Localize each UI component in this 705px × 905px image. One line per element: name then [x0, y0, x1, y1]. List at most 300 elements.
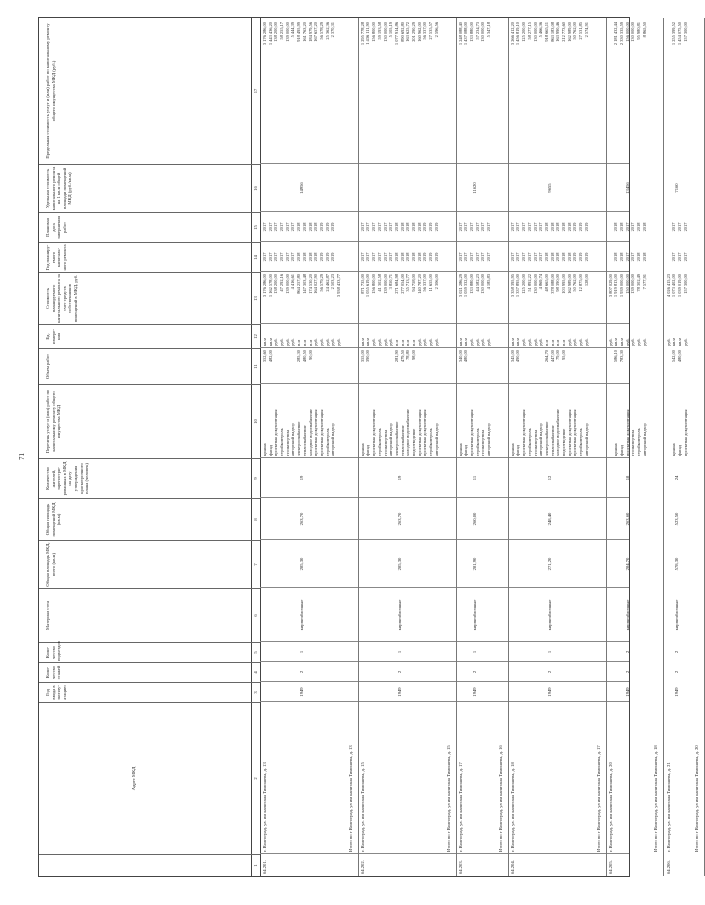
year-plan-item: 2017 [682, 252, 688, 262]
unit-item: кв.м [365, 337, 371, 346]
year-fact-item: 2019 [422, 222, 428, 232]
column-number: 10 [251, 384, 260, 458]
year-fact-item: 2017 [267, 222, 273, 232]
cost-item: 3 807 029,00 [607, 274, 613, 298]
unit-cost-cell: 9655 [546, 183, 552, 193]
unit-item: руб. [313, 338, 319, 346]
year-cell: 1949 [471, 687, 477, 697]
cost-item: 139 000,00 [630, 274, 636, 294]
entrances-cell: 1 [298, 650, 304, 654]
year-plan-item: 2017 [388, 252, 394, 262]
year-fact-item-list [666, 212, 689, 242]
volume-item: 281,90 [393, 350, 399, 363]
total-area-cell: 578,30 [673, 557, 679, 571]
service-item: проектная документация [416, 409, 422, 456]
cost-item: 56 337,00 [422, 274, 428, 292]
total-area-cell: 285,30 [396, 557, 402, 571]
header-services: Перечень услуг и (или) работ по капитальному ремонту общего имущества МКД [39, 384, 251, 458]
year-plan-item: 2017 [365, 252, 371, 262]
cost-item: 94 758,00 [410, 274, 416, 292]
cost-item: 378 088,00 [549, 274, 555, 294]
max-cost-item: 139 000,00 [284, 22, 290, 42]
cost-item: 864 257,80 [296, 274, 302, 294]
cost-item: 44 582,23 [474, 274, 480, 292]
service-item: авторский надзор [641, 423, 647, 456]
residents-cell: 18 [624, 475, 630, 481]
cost-item: 7 577,91 [641, 274, 647, 290]
wall-material-cell: кирпичблочные [471, 599, 477, 631]
year-fact-item: 2018 [641, 222, 647, 232]
unit-item: руб. [607, 338, 613, 346]
year-plan-item: 2017 [382, 252, 388, 262]
address-cell: г. Волгоград, ул. им капитана Тимошева, д. 13 [262, 762, 267, 852]
service-item-list [262, 384, 342, 456]
unit-item: руб. [318, 338, 324, 346]
service-item: геоэкспертиза [284, 429, 290, 456]
service-item: крыша [613, 443, 619, 456]
year-plan-item: 2017 [624, 252, 630, 262]
header-unit-cost: Удельная стоимость капитального ремонта на 1 кв.м общей площади помещений МКД (руб./кв.м) [39, 164, 251, 212]
year-fact-item: 2018 [416, 222, 422, 232]
repair-plan-table [38, 17, 700, 877]
year-plan-item: 2019 [433, 252, 439, 262]
unit-item: кв.м [262, 337, 267, 346]
header-entrances: Коли-чество подъездов [39, 642, 251, 662]
year-plan-item: 2017 [532, 252, 538, 262]
unit-item-list [360, 324, 440, 346]
max-cost-item: 156 800,00 [371, 22, 377, 42]
year-plan-item: 2017 [262, 252, 267, 262]
year-plan-item: 2018 [399, 252, 405, 262]
cost-item: 139 000,00 [382, 274, 388, 294]
unit-item: руб. [641, 338, 647, 346]
year-fact-item: 2017 [486, 222, 492, 232]
max-cost-item: 2 574,91 [583, 22, 589, 38]
unit-item: п.м [307, 339, 313, 346]
unit-item: руб. [521, 338, 527, 346]
header-wall-material: Материал стен [39, 588, 251, 642]
service-item: стройконтроль [324, 428, 330, 456]
row-number: 64.202. [359, 860, 365, 874]
service-item: проектная документация [468, 409, 474, 456]
entrances-cell: 1 [471, 650, 477, 654]
year-plan-item-list [262, 242, 342, 272]
year-cell: 1949 [673, 687, 679, 697]
column-number: 3 [251, 682, 260, 702]
year-fact-item: 2018 [313, 222, 319, 232]
entrances-cell: 2 [624, 650, 630, 654]
service-item: стройконтроль [474, 428, 480, 456]
max-cost-item: 201 290,29 [410, 22, 416, 42]
row-number: 64.205. [607, 860, 613, 874]
max-cost-item: 3 176 286,00 [262, 22, 267, 46]
max-cost-item: 56 578,29 [318, 22, 324, 40]
year-fact-item: 2017 [376, 222, 382, 232]
year-plan-item: 2017 [671, 252, 677, 262]
service-item: электроснабжение [543, 421, 549, 456]
volume-item: 390,00 [365, 350, 371, 363]
unit-item: руб. [526, 338, 532, 346]
cost-item: 156 800,00 [371, 274, 377, 294]
year-fact-item: 2017 [474, 222, 480, 232]
year-plan-item: 2017 [359, 252, 365, 262]
year-fact-item: 2018 [405, 222, 411, 232]
year-plan-item: 2017 [676, 252, 682, 262]
unit-item-list [510, 324, 590, 346]
service-item: холодное водоснабжение [405, 409, 411, 456]
year-fact-item: 2017 [365, 222, 371, 232]
cost-item: 1 055 619,00 [365, 274, 371, 298]
service-item: проектная документация [371, 409, 377, 456]
unit-item: п.м [301, 339, 307, 346]
max-cost-item: 167 657,20 [313, 22, 319, 42]
cost-item: 1 059 332,00 [463, 274, 469, 298]
residents-cell: 12 [546, 475, 552, 481]
cost-item: 1 939 000,00 [618, 274, 624, 298]
service-item: фасад [676, 445, 682, 456]
service-item: фасад [365, 445, 371, 456]
unit-cost-cell: 7160 [673, 183, 679, 193]
unit-item-list [458, 324, 492, 346]
cost-item: 128,00 [583, 274, 589, 287]
unit-item: руб. [330, 338, 336, 346]
year-fact-item: 2019 [324, 222, 330, 232]
cost-item: 4 026 415,23 [665, 274, 671, 298]
column-number: 12 [251, 324, 260, 348]
year-plan-item [336, 242, 342, 272]
service-item: проектная документация [422, 409, 428, 456]
max-cost-item-list [262, 22, 342, 162]
volume-item-list [262, 350, 342, 384]
unit-cost-cell: 14956 [298, 182, 304, 194]
cost-item: 3 021 286,29 [457, 274, 463, 298]
service-item: крыша [671, 443, 677, 456]
max-cost-item: 163 625,72 [405, 22, 411, 42]
living-area-cell: 263,70 [298, 512, 304, 526]
volume-item: 264,70 [543, 350, 549, 363]
cost-item-list [608, 274, 648, 324]
cost-item: 1 039 019,00 [676, 274, 682, 298]
max-cost-item: 1 443 436,20 [267, 22, 273, 46]
max-cost-item [336, 22, 342, 162]
year-fact-item [336, 212, 342, 242]
unit-item: кв.м [676, 337, 682, 346]
year-plan-item: 2017 [284, 252, 290, 262]
max-cost-item: 2 181 432,44 [613, 22, 619, 46]
year-plan-item: 2017 [526, 252, 532, 262]
total-line: Итого по г Волгоград, ул им капитана Тимошева, д. 17 [595, 745, 601, 852]
cost-item: 277 054,00 [399, 274, 405, 294]
year-plan-item: 2019 [572, 252, 578, 262]
max-cost-item: 5 105,19 [388, 22, 394, 38]
page-number: 71 [18, 453, 26, 460]
year-plan-item: 2018 [307, 252, 313, 262]
max-cost-item: 8 865,50 [641, 22, 647, 38]
max-cost-item: 3 266 412,20 [509, 22, 515, 46]
header-unit: Ед. измере-ния [39, 324, 251, 348]
service-item: стройконтроль [636, 428, 642, 456]
max-cost-item: 95 980,81 [636, 22, 642, 40]
max-cost-item-list [510, 22, 590, 162]
year-fact-item-list [608, 212, 648, 242]
volume-item-list [360, 350, 440, 384]
unit-item: кв.м [613, 337, 619, 346]
max-cost-item: 890 692,80 [399, 22, 405, 42]
unit-item: руб. [538, 338, 544, 346]
total-line: Итого по г Волгоград, ул им капитана Тимошева, д. 18 [653, 745, 659, 852]
max-cost-item: 138 200,00 [273, 22, 279, 42]
year-fact-item: 2017 [273, 222, 279, 232]
year-fact-item: 2019 [428, 222, 434, 232]
year-fact-item: 2017 [359, 222, 365, 232]
year-plan-item: 2017 [463, 252, 469, 262]
entrances-cell: 2 [673, 650, 679, 654]
header-volume: Объем работ [39, 348, 251, 384]
year-fact-item: 2019 [578, 222, 584, 232]
year-fact-item: 2017 [457, 222, 463, 232]
unit-item-list [608, 324, 648, 346]
year-plan-item: 2019 [422, 252, 428, 262]
max-cost-item: 50 762,00 [572, 22, 578, 40]
volume-item [683, 350, 689, 384]
volume-item: 90,00 [307, 350, 313, 360]
max-cost-item: 57 234,73 [474, 22, 480, 40]
year-plan-item: 2018 [543, 252, 549, 262]
cost-item: 50 762,00 [572, 274, 578, 292]
header-year-plan: Год планиру-емого капиталь-ного ремонта [39, 242, 251, 272]
service-item: крыша [359, 443, 365, 456]
year-fact-item: 2018 [618, 222, 624, 232]
service-item: стройконтроль [279, 428, 285, 456]
year-fact-item: 2017 [371, 222, 377, 232]
year-fact-item: 2017 [682, 222, 688, 232]
header-year: Год ввода в эксплу-атацию [39, 682, 251, 702]
total-area-cell: 285,30 [298, 557, 304, 571]
max-cost-item: 130 000,00 [480, 22, 486, 42]
service-item: крыша [457, 443, 463, 456]
service-item: проектная документация [318, 409, 324, 456]
column-number: 11 [251, 348, 260, 384]
cost-item: 3 176 286,00 [262, 274, 267, 298]
year-plan-item-list [458, 242, 492, 272]
cost-item: 1 073 402,00 [671, 274, 677, 298]
address-cell: г. Волгоград, ул. им капитана Тимошева, д. 17 [457, 762, 463, 852]
year-plan-item-list [510, 242, 590, 272]
year-fact-item: 2018 [560, 222, 566, 232]
year-plan-item: 2018 [641, 252, 647, 262]
cost-item: 138 200,00 [273, 274, 279, 294]
cost-item-list [458, 274, 492, 324]
wall-material-cell: кирпичблочные [624, 599, 630, 631]
volume-item-list [608, 350, 648, 384]
volume-item-list [510, 350, 590, 384]
year-fact-item: 2017 [624, 222, 630, 232]
volume-item: 95,00 [560, 350, 566, 360]
unit-item: п.м [560, 339, 566, 346]
year-fact-item: 2018 [393, 222, 399, 232]
column-number: 9 [251, 458, 260, 498]
max-cost-item: 1 456 819,10 [515, 22, 521, 46]
cost-item: 147 303,48 [301, 274, 307, 294]
volume-item [584, 350, 590, 384]
cost-item: 48 665,00 [543, 274, 549, 292]
header-max-cost: Предельная стоимость услуг и (или) работ по капитальному ремонту общего имущества МКД (руб.) [45, 23, 56, 159]
year-fact-item: 2017 [509, 222, 515, 232]
service-item: водоотведение [410, 428, 416, 456]
header-living-area: Общая площадь помещений МКД (кв.м) [39, 498, 251, 540]
service-item-list [360, 384, 440, 456]
year-fact-item: 2018 [399, 222, 405, 232]
unit-item: кв.м [267, 337, 273, 346]
total-line: Итого по г Волгоград, ул им капитана Тимошева, д. 16 [497, 745, 503, 852]
year-fact-item: 2018 [549, 222, 555, 232]
cost-item: 2 306,00 [433, 274, 439, 290]
year-fact-item-list [262, 212, 342, 242]
year-fact-item: 2017 [515, 222, 521, 232]
cost-item: 3 938 433,77 [335, 274, 341, 298]
cost-item: 35 713,77 [405, 274, 411, 292]
max-cost-item-list [666, 22, 689, 162]
unit-item: кв.м [515, 337, 521, 346]
year-fact-item: 2017 [526, 222, 532, 232]
service-item: авторский надзор [433, 423, 439, 456]
year-plan-item: 2018 [566, 252, 572, 262]
service-item: стройконтроль [376, 428, 382, 456]
max-cost-item: 1 437 088,00 [463, 22, 469, 46]
service-item: проектная документация [273, 409, 279, 456]
unit-item: руб. [578, 338, 584, 346]
unit-item: руб. [532, 338, 538, 346]
living-area-cell: 263,60 [624, 512, 630, 526]
year-plan-item: 2018 [296, 252, 302, 262]
entrances-cell: 1 [546, 650, 552, 654]
unit-item: п.м [543, 339, 549, 346]
year-plan-item: 2017 [474, 252, 480, 262]
service-item: проектная документация [572, 409, 578, 456]
table-row [510, 18, 607, 876]
cost-item: 4 185,83 [486, 274, 492, 290]
row-number: 64.203. [457, 860, 463, 874]
cost-item-list [360, 274, 440, 324]
year-fact-item: 2017 [290, 222, 296, 232]
service-item: геоэкспертиза [630, 429, 636, 456]
service-item: крыша [262, 443, 267, 456]
column-number: 8 [251, 498, 260, 540]
service-item: проектная документация [624, 409, 630, 456]
residents-cell: 24 [673, 475, 679, 481]
unit-item: руб. [428, 338, 434, 346]
unit-item: руб. [422, 338, 428, 346]
max-cost-item: 212 773,60 [560, 22, 566, 42]
max-cost-item: 1 295 778,28 [359, 22, 365, 46]
column-number: 15 [251, 212, 260, 242]
unit-item: руб. [665, 338, 671, 346]
year-plan-item: 2017 [457, 252, 463, 262]
year-fact-item: 2019 [572, 222, 578, 232]
year-fact-item: 2017 [382, 222, 388, 232]
max-cost-item: 125 200,00 [521, 22, 527, 42]
living-area-cell: 248,40 [546, 512, 552, 526]
total-line: Итого по г Волгоград, ул им капитана Тимошева, д. 15 [445, 745, 451, 852]
service-item: авторский надзор [388, 423, 394, 456]
unit-cost-cell: 13456 [624, 182, 630, 194]
cost-item: 164 027,90 [313, 274, 319, 294]
column-number: 1 [251, 854, 260, 876]
wall-material-cell: кирпичблочные [396, 599, 402, 631]
unit-item: п.м [405, 339, 411, 346]
unit-item: руб. [468, 338, 474, 346]
service-item: геоэкспертиза [382, 429, 388, 456]
cost-item: 125 200,00 [521, 274, 527, 294]
year-plan-item: 2017 [468, 252, 474, 262]
service-item [336, 384, 342, 456]
max-cost-item: 1 436 111,90 [365, 22, 371, 45]
max-cost-item: 161 763,20 [301, 22, 307, 42]
service-item-list [666, 384, 689, 456]
year-cell: 1949 [298, 687, 304, 697]
volume-item: 79,00 [555, 350, 561, 360]
cost-item: 150 000,00 [624, 274, 630, 294]
unit-item: руб. [416, 338, 422, 346]
max-cost-item: 130 000,00 [532, 22, 538, 42]
cost-item: 130 000,00 [480, 274, 486, 294]
service-item: теплоснабжение [399, 425, 405, 456]
year-fact-item: 2018 [301, 222, 307, 232]
year-fact-item: 2018 [636, 222, 642, 232]
max-cost-item: 5 444,39 [290, 22, 296, 38]
service-item: фасад [463, 445, 469, 456]
year-fact-item: 2017 [676, 222, 682, 232]
year-fact-item: 2019 [433, 222, 439, 232]
year-fact-item: 2017 [284, 222, 290, 232]
year-fact-item-list [360, 212, 440, 242]
header-floors: Коли-чество этажей [39, 662, 251, 682]
year-plan-item: 2017 [273, 252, 279, 262]
unit-item: кв.м [671, 337, 677, 346]
max-cost-item: 156 000,00 [624, 22, 630, 42]
cost-item: 1 162 578,00 [267, 274, 273, 298]
year-plan-item: 2017 [486, 252, 492, 262]
max-cost-item: 2 370,31 [330, 22, 336, 38]
max-cost-item: 1 248 088,40 [457, 22, 463, 46]
max-cost-item: 162 989,00 [566, 22, 572, 42]
service-item: авторский надзор [330, 423, 336, 456]
year-plan-item: 2017 [279, 252, 285, 262]
unit-item: кв.м [509, 337, 515, 346]
unit-item: руб. [624, 338, 630, 346]
wall-material-cell: кирпичблочные [546, 599, 552, 631]
address-cell: г. Волгоград, ул. им капитана Тимошева, д. 20 [607, 762, 613, 852]
max-cost-item: 1 077 914,86 [393, 22, 399, 46]
volume-item: 783,30 [618, 350, 624, 363]
max-cost-item: 918 665,11 [543, 22, 549, 42]
year-plan-item: 2018 [560, 252, 566, 262]
floors-cell: 2 [396, 670, 402, 674]
total-area-cell: 271,20 [546, 557, 552, 571]
year-plan-item: 2017 [480, 252, 486, 262]
cost-item-list [510, 274, 590, 324]
header-year-fact: Плановая дата завершения работ [39, 212, 251, 242]
year-fact-item: 2017 [388, 222, 394, 232]
unit-item: руб. [636, 338, 642, 346]
volume-item: 482,00 [267, 350, 273, 363]
unit-item-list [262, 324, 342, 346]
wall-material-cell: кирпичблочные [298, 599, 304, 631]
unit-item: п.м [393, 339, 399, 346]
service-item: стройконтроль [428, 428, 434, 456]
year-plan-item-list [608, 242, 648, 272]
year-cell: 1949 [546, 687, 552, 697]
